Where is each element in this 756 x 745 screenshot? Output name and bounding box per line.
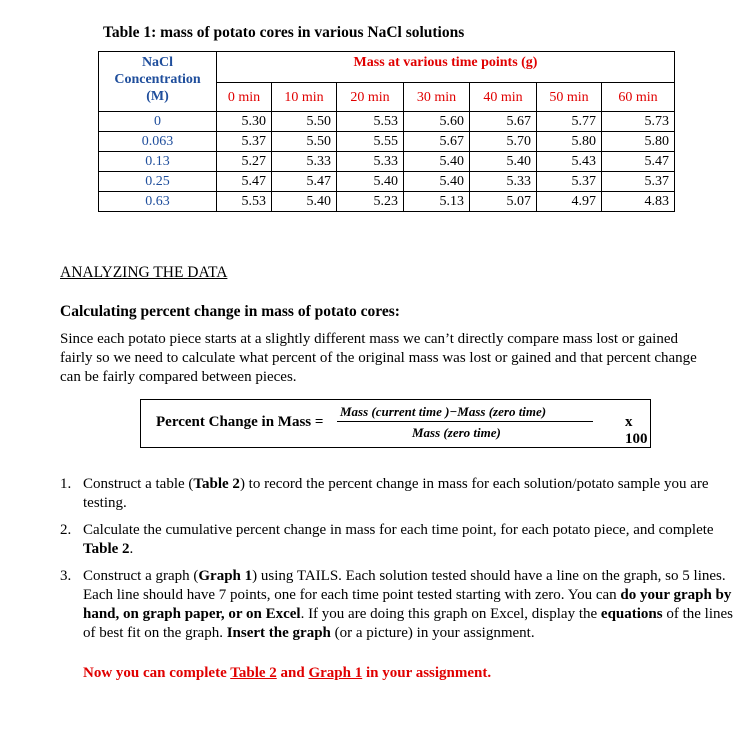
table-row [99,132,675,152]
mass-cell: 5.23 [337,192,404,212]
conc-cell: 0.25 [99,172,217,192]
mass-cell: 5.47 [272,172,337,192]
mass-cell: 5.70 [470,132,537,152]
concentration-header [99,52,217,112]
mass-cell: 5.67 [470,112,537,132]
item-bold: do your graph by hand, on graph paper, or on Excel [83,587,732,622]
conc-cell: 0 [99,112,217,132]
mass-cell: 5.80 [602,132,675,152]
formula-numerator: Mass (current time )−Mass (zero time) [340,404,547,419]
intro-paragraph: Since each potato piece starts at a slightly different mass we can’t directly compare mass lost or gained fairly so we need to calculate what percent of the original mass was lost or gained and that percent change can be fairly compared between pieces. [60,331,697,385]
item-number: 2. [60,522,72,538]
item-text: . If you are doing this graph on Excel, display the [300,606,601,622]
table-row [99,172,675,192]
item-bold: Insert the graph [226,625,331,641]
calculation-heading: Calculating percent change in mass of potato cores: [60,303,400,320]
time-header-20: 20 min [337,83,404,112]
item-text: ) to record the percent change in mass for each solution/potato sample you are testing. [83,476,709,511]
mass-cell: 5.30 [217,112,272,132]
item-bold: Table 2 [193,476,240,492]
list-item [60,521,740,559]
table1-title: Table 1: mass of potato cores in various NaCl solutions [103,24,465,41]
mass-cell: 5.37 [602,172,675,192]
mass-cell: 5.33 [337,152,404,172]
conc-cell: 0.063 [99,132,217,152]
table-row [99,112,675,132]
formula-multiplier: x 100 [625,414,648,447]
table-row [99,192,675,212]
conc-cell: 0.63 [99,192,217,212]
analyzing-heading: ANALYZING THE DATA [60,264,228,281]
mass-header: Mass at various time points (g) [217,52,675,83]
final-suffix: in your assignment. [362,665,492,681]
list-item [60,475,740,513]
item-bold: equations [600,606,663,622]
instruction-list [60,475,740,651]
conc-header-line: NaCl [141,55,174,70]
mass-cell: 5.60 [404,112,470,132]
conc-header-line: (M) [146,89,169,104]
item-text: Construct a table ( [83,476,194,492]
item-text: . [129,541,134,557]
mass-cell: 5.13 [404,192,470,212]
mass-cell: 5.47 [602,152,675,172]
mass-cell: 4.97 [537,192,602,212]
mass-cell: 5.67 [404,132,470,152]
mass-cell: 5.47 [217,172,272,192]
graph1-link[interactable]: Graph 1 [308,665,363,681]
mass-cell: 5.33 [470,172,537,192]
mass-cell: 5.37 [217,132,272,152]
mass-cell: 5.27 [217,152,272,172]
item-text: Calculate the cumulative percent change in mass for each time point, for each potato piece, and complete [83,522,714,538]
mass-cell: 5.40 [404,172,470,192]
item-text: (or a picture) in your assignment. [330,625,535,641]
mass-cell: 5.80 [537,132,602,152]
formula-label: Percent Change in Mass = [156,414,324,430]
final-middle: and [276,665,309,681]
mass-cell: 5.40 [470,152,537,172]
formula-box [140,399,651,448]
mass-cell: 5.40 [404,152,470,172]
time-header-0: 0 min [217,83,272,112]
mass-cell: 5.55 [337,132,404,152]
mass-cell: 5.73 [602,112,675,132]
item-bold: Table 2 [83,541,130,557]
time-header-40: 40 min [470,83,537,112]
mass-cell: 5.37 [537,172,602,192]
time-header-10: 10 min [272,83,337,112]
final-prefix: Now you can complete [83,665,231,681]
mass-table [98,51,675,212]
mass-cell: 5.07 [470,192,537,212]
item-number: 1. [60,476,72,492]
item-text: ) using TAILS. Each solution tested should have a line on the graph, so 5 lines. Each line should have 7 points, one for each time point tested starting with zero. You can [83,568,726,603]
mass-cell: 5.50 [272,132,337,152]
mass-cell: 5.50 [272,112,337,132]
conc-header-line: Concentration [114,72,201,87]
time-header-30: 30 min [404,83,470,112]
table2-link[interactable]: Table 2 [230,665,277,681]
mass-cell: 5.77 [537,112,602,132]
time-header-60: 60 min [602,83,675,112]
formula-denominator: Mass (zero time) [412,425,501,440]
time-header-50: 50 min [537,83,602,112]
mass-cell: 4.83 [602,192,675,212]
mass-cell: 5.33 [272,152,337,172]
item-bold: Graph 1 [198,568,253,584]
conc-cell: 0.13 [99,152,217,172]
mass-cell: 5.40 [337,172,404,192]
item-text: Construct a graph ( [83,568,199,584]
mass-cell: 5.53 [217,192,272,212]
mass-cell: 5.40 [272,192,337,212]
item-text: of the lines of best fit on the graph. [83,606,734,641]
list-item [60,567,740,643]
fraction-bar [337,421,593,422]
mass-cell: 5.43 [537,152,602,172]
mass-cell: 5.53 [337,112,404,132]
final-instruction [83,665,491,682]
item-number: 3. [60,568,72,584]
table-row [99,152,675,172]
